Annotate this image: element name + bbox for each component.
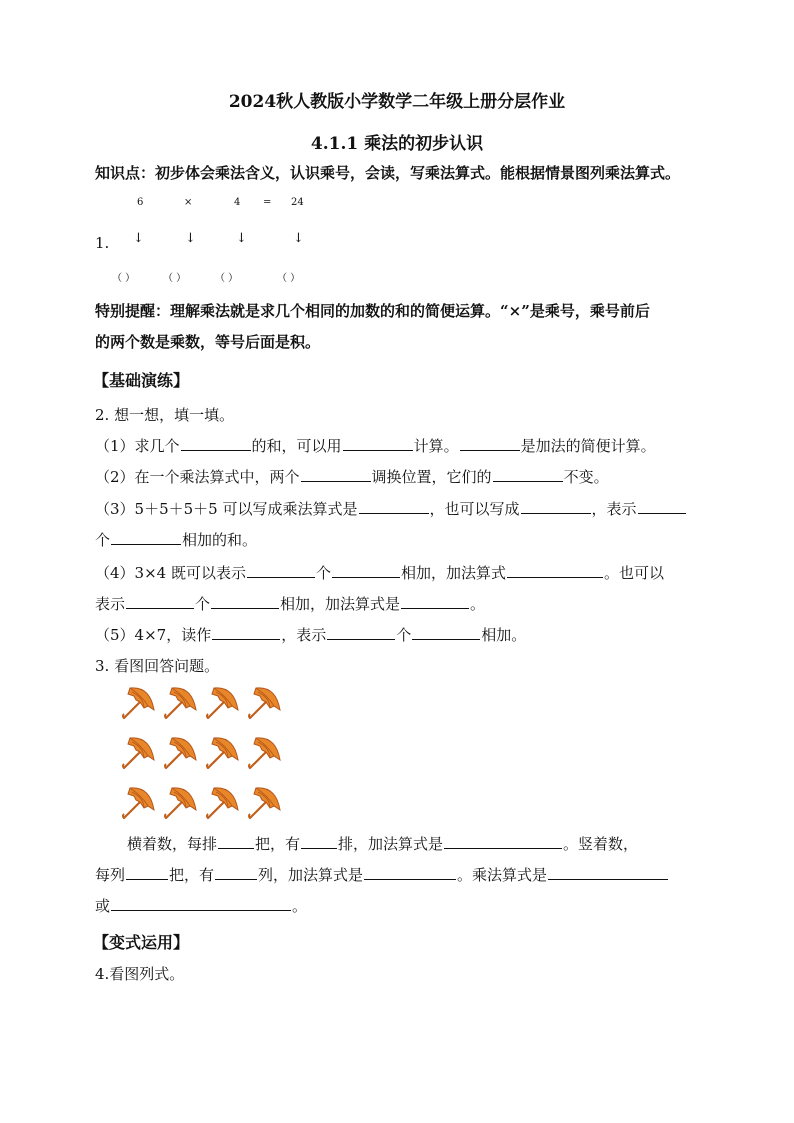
q2-text: 不变。 [563,468,609,486]
q3-text: 。乘法算式是 [457,866,548,884]
answer-blank[interactable] [301,834,337,849]
q2-text: （3）5＋5＋5＋5 可以写成乘法算式是 [95,500,358,518]
q2-text: 计算。 [413,437,459,455]
umbrella-icon [204,784,240,820]
lesson-subtitle: 4.1.1 乘法的初步认识 [310,134,484,154]
q2-text: 。 [470,595,486,613]
question-3-intro: 3. 看图回答问题。 [95,657,220,675]
q2-text: 调换位置，它们的 [371,468,492,486]
q2-text: 个 [195,595,211,613]
umbrella-icon [162,734,198,770]
q2-text: （1）求几个 [95,437,180,455]
q2-text: 的和，可以用 [251,437,342,455]
answer-blank[interactable] [412,625,480,640]
answer-blank[interactable] [211,594,279,609]
question-1-number: 1. [95,234,110,252]
arrow-down-icon: ↓ [133,231,144,246]
knowledge-point: 知识点：初步体会乘法含义，认识乘号，会读，写乘法算式。能根据情景图列乘法算式。 [95,164,681,182]
q2-text: 个 [95,531,111,549]
q2-item-2 [95,466,609,487]
answer-blank[interactable] [343,436,413,451]
answer-blank[interactable] [111,896,291,911]
section-heading-basic: 【基础演练】 [93,371,190,390]
answer-blank-paren[interactable]: （ ） [215,273,239,284]
umbrella-icon [246,734,282,770]
answer-blank-paren[interactable]: （ ） [277,273,301,284]
umbrella-icon [120,734,156,770]
q2-text: ，表示 [591,500,637,518]
q2-item-4 [95,562,664,583]
umbrella-icon [204,734,240,770]
umbrella-icon [204,684,240,720]
answer-blank[interactable] [507,563,603,578]
knowledge-text: 初步体会乘法含义，认识乘号，会读，写乘法算式。能根据情景图列乘法算式。 [155,164,681,182]
tip-line-2: 的两个数是乘数，等号后面是积。 [95,333,321,351]
q2-text: ，也可以写成 [429,500,520,518]
q3-text: 或 [95,897,111,915]
arrow-down-icon: ↓ [236,231,247,246]
umbrella-icon [246,784,282,820]
q2-text: 。也可以 [604,564,665,582]
eq-product: 24 [291,197,304,208]
umbrella-icon [120,684,156,720]
q2-text: 相加。 [481,626,527,644]
answer-blank[interactable] [111,530,181,545]
answer-blank[interactable] [444,834,562,849]
arrow-down-icon: ↓ [185,231,196,246]
q3-line-3 [95,895,307,916]
answer-blank-paren[interactable]: （ ） [112,273,136,284]
q3-text: 每列 [95,866,126,884]
q2-item-1 [95,435,656,456]
answer-blank[interactable] [521,499,591,514]
umbrella-icon [120,784,156,820]
q3-text: 把，有 [255,835,301,853]
tip-text: 理解乘法就是求几个相同的加数的和的简便运算。“×”是乘号，乘号前后 [170,302,650,320]
answer-blank[interactable] [460,436,520,451]
q2-text: 表示 [95,595,126,613]
q2-item-5 [95,624,526,645]
section-heading-variation: 【变式运用】 [93,933,190,952]
answer-blank[interactable] [218,834,254,849]
answer-blank[interactable] [638,499,686,514]
answer-blank[interactable] [126,594,194,609]
answer-blank[interactable] [126,865,168,880]
answer-blank[interactable] [332,563,400,578]
q2-text: ，表示 [281,626,327,644]
q2-item-3 [95,498,687,519]
q3-text: 。 [292,897,308,915]
answer-blank[interactable] [493,467,563,482]
q2-text: 相加，加法算式是 [280,595,401,613]
answer-blank[interactable] [548,865,668,880]
eq-equals-sign: = [263,197,272,208]
knowledge-label: 知识点 [95,164,141,182]
question-2-intro: 2. 想一想，填一填。 [95,406,235,424]
umbrella-icon [162,684,198,720]
q3-text: 。竖着数， [563,835,639,853]
page-title: 2024秋人教版小学数学二年级上册分层作业 [228,92,566,112]
answer-blank[interactable] [401,594,469,609]
q3-text: 列，加法算式是 [258,866,364,884]
q3-line-2 [95,864,669,885]
answer-blank[interactable] [212,625,280,640]
q2-text: 个 [396,626,412,644]
answer-blank[interactable] [364,865,456,880]
eq-factor-2: 4 [234,197,241,208]
answer-blank[interactable] [327,625,395,640]
q2-text: 是加法的简便计算。 [520,437,656,455]
answer-blank[interactable] [301,467,371,482]
q2-text: 个 [315,564,331,582]
answer-blank[interactable] [181,436,251,451]
eq-factor-1: 6 [137,197,144,208]
umbrella-icon [246,684,282,720]
answer-blank-paren[interactable]: （ ） [163,273,187,284]
umbrella-icon [162,784,198,820]
q3-text: 横着数，每排 [127,835,218,853]
answer-blank[interactable] [215,865,257,880]
q2-item-4-cont [95,593,485,614]
eq-times-sign: × [184,197,193,208]
q2-text: （2）在一个乘法算式中，两个 [95,468,300,486]
q3-line-1 [127,833,638,854]
tip-line-1: 特别提醒：理解乘法就是求几个相同的加数的和的简便运算。“×”是乘号，乘号前后 [95,302,650,320]
q3-text: 把，有 [169,866,215,884]
arrow-down-icon: ↓ [293,231,304,246]
answer-blank[interactable] [247,563,315,578]
tip-label: 特别提醒 [95,302,156,320]
q2-text: （4）3×4 既可以表示 [95,564,246,582]
q3-text: 排，加法算式是 [338,835,444,853]
question-4-intro: 4.看图列式。 [95,965,185,983]
q2-text: 相加的和。 [182,531,258,549]
q2-item-3-cont [95,529,257,550]
q2-text: （5）4×7，读作 [95,626,212,644]
answer-blank[interactable] [359,499,429,514]
q2-text: 相加，加法算式 [400,564,506,582]
